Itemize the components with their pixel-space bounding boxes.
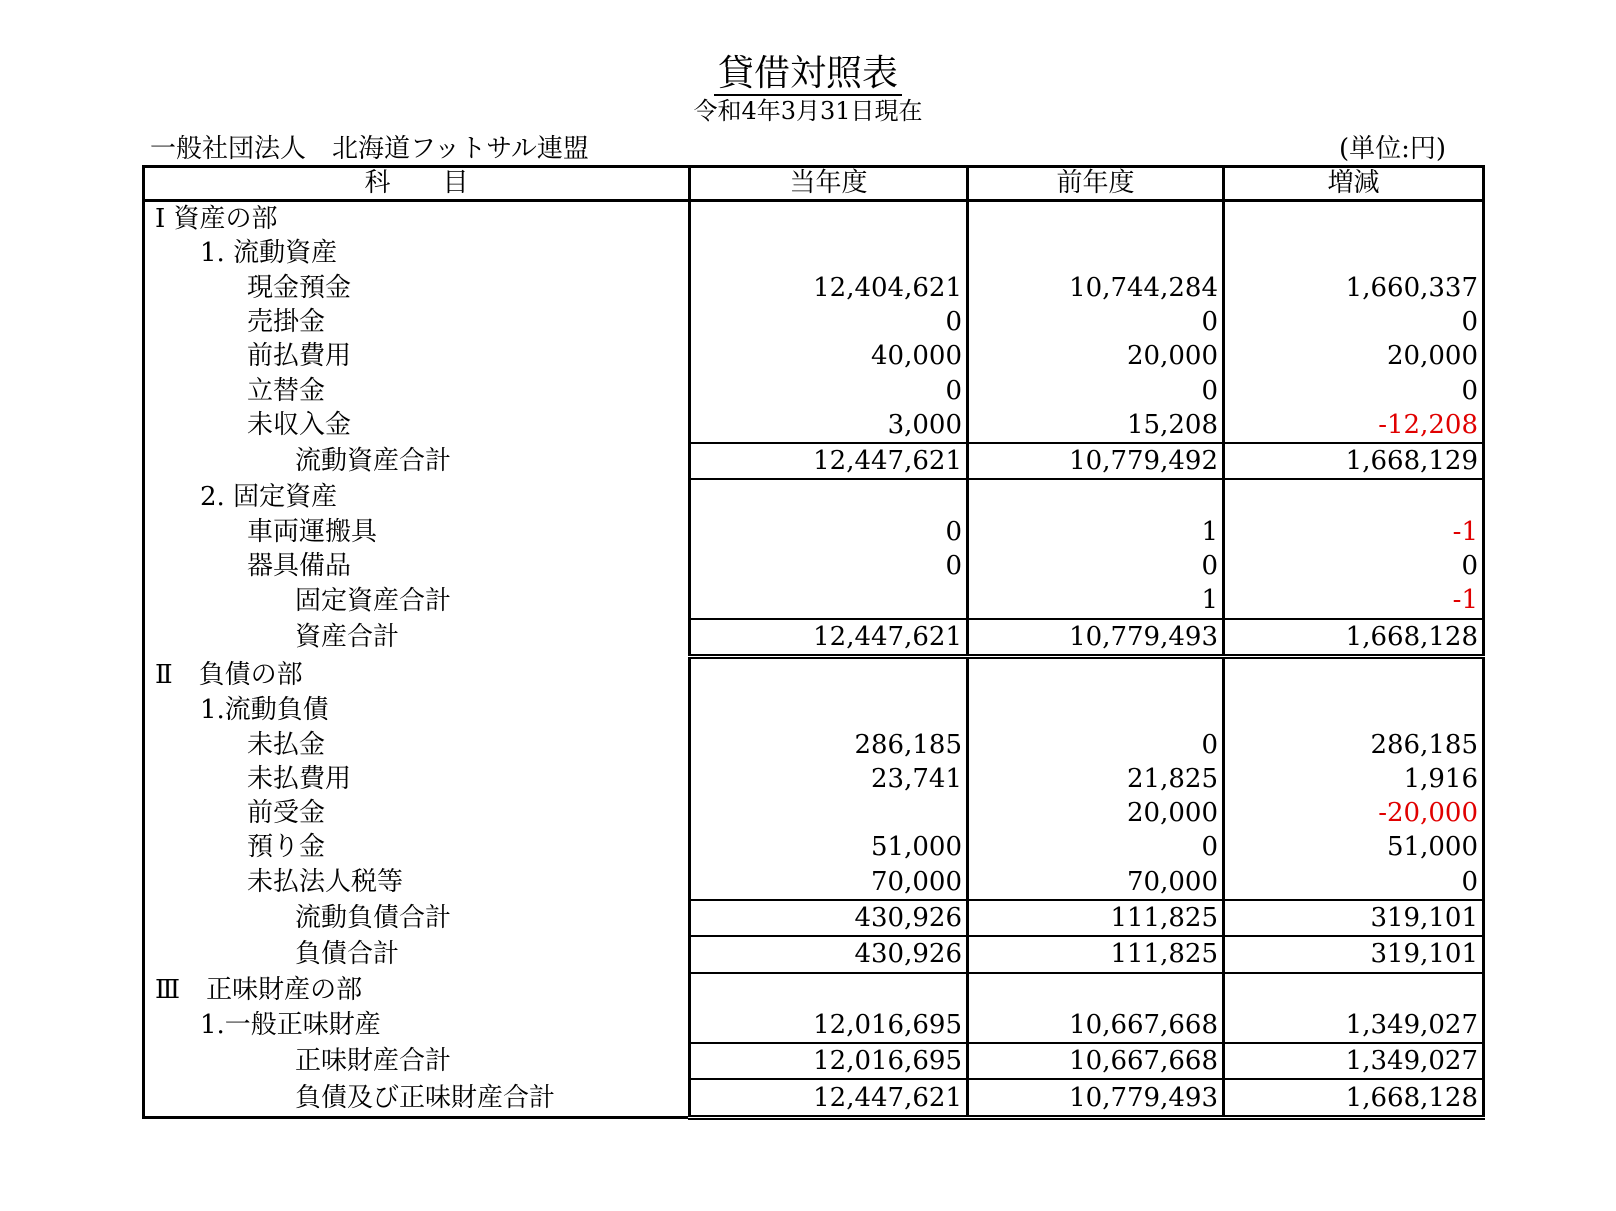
row-label: 預り金 — [144, 830, 690, 864]
table-row — [144, 1079, 1484, 1117]
previous-year-value: 10,667,668 — [968, 1043, 1224, 1079]
row-label: 前払費用 — [144, 339, 690, 373]
previous-year-value: 10,667,668 — [968, 1008, 1224, 1043]
previous-year-value: 10,779,492 — [968, 443, 1224, 479]
row-label: 流動負債合計 — [144, 900, 690, 936]
current-year-value: 430,926 — [690, 900, 968, 936]
table-row — [144, 201, 1484, 237]
previous-year-value: 70,000 — [968, 865, 1224, 900]
row-label: 固定資産合計 — [144, 583, 690, 618]
previous-year-value: 0 — [968, 305, 1224, 339]
table-row — [144, 900, 1484, 936]
table-row — [144, 1008, 1484, 1043]
table-row — [144, 443, 1484, 479]
previous-year-value: 0 — [968, 727, 1224, 761]
header-row — [144, 167, 1484, 201]
current-year-value — [690, 583, 968, 618]
table-row — [144, 693, 1484, 727]
current-year-value: 40,000 — [690, 339, 968, 373]
current-year-value: 0 — [690, 549, 968, 583]
change-value — [1224, 693, 1484, 727]
previous-year-value — [968, 656, 1224, 693]
row-label: 1.一般正味財産 — [144, 1008, 690, 1043]
row-label: Ⅰ 資産の部 — [144, 201, 690, 237]
current-year-value — [690, 796, 968, 830]
current-year-value — [690, 973, 968, 1008]
previous-year-value: 15,208 — [968, 408, 1224, 443]
change-value: 1,916 — [1403, 763, 1478, 794]
current-year-value — [690, 236, 968, 270]
change-value: 0 — [1461, 866, 1478, 897]
previous-year-value: 1 — [968, 515, 1224, 549]
row-label: 1. 流動資産 — [144, 236, 690, 270]
document-date: 令和4年3月31日現在 — [693, 97, 923, 125]
change-value: 0 — [1461, 307, 1478, 338]
current-year-value — [690, 656, 968, 693]
previous-year-value: 20,000 — [968, 796, 1224, 830]
current-year-value: 12,404,621 — [690, 271, 968, 305]
current-year-value: 70,000 — [690, 865, 968, 900]
table-row — [144, 305, 1484, 339]
row-label: 正味財産合計 — [144, 1043, 690, 1079]
organization-name: 一般社団法人 北海道フットサル連盟 — [150, 134, 589, 164]
current-year-value: 51,000 — [690, 830, 968, 864]
change-value: -1 — [1452, 516, 1478, 547]
row-label: 未払法人税等 — [144, 865, 690, 900]
table-row — [144, 936, 1484, 972]
previous-year-value: 10,779,493 — [968, 1079, 1224, 1117]
change-value: 1,349,027 — [1345, 1009, 1478, 1040]
table-row — [144, 656, 1484, 693]
previous-year-value: 10,744,284 — [968, 271, 1224, 305]
previous-year-value: 21,825 — [968, 762, 1224, 796]
document-title: 貸借対照表 — [0, 52, 1616, 96]
table-row — [144, 796, 1484, 830]
balance-sheet-table — [142, 165, 1485, 1120]
change-value: 1,660,337 — [1345, 272, 1478, 303]
previous-year-value: 111,825 — [968, 936, 1224, 972]
table-row — [144, 830, 1484, 864]
table-row — [144, 408, 1484, 443]
row-label: 立替金 — [144, 373, 690, 407]
change-value: 286,185 — [1370, 729, 1478, 760]
previous-year-value: 0 — [968, 373, 1224, 407]
table-row — [144, 583, 1484, 618]
change-value: 20,000 — [1387, 341, 1478, 372]
row-label: 2. 固定資産 — [144, 479, 690, 514]
row-label: Ⅱ 負債の部 — [144, 656, 690, 693]
change-value: -12,208 — [1378, 409, 1478, 440]
header-current-year: 当年度 — [690, 167, 968, 201]
change-value: 319,101 — [1224, 900, 1484, 936]
header-change: 増減 — [1224, 167, 1484, 201]
change-value: 0 — [1461, 375, 1478, 406]
row-label: Ⅲ 正味財産の部 — [144, 973, 690, 1008]
previous-year-value — [968, 236, 1224, 270]
previous-year-value: 0 — [968, 830, 1224, 864]
header-account: 科 目 — [144, 167, 690, 201]
change-value: -20,000 — [1378, 798, 1478, 829]
previous-year-value: 10,779,493 — [968, 619, 1224, 657]
change-value — [1224, 479, 1484, 514]
table-row — [144, 619, 1484, 657]
row-label: 資産合計 — [144, 619, 690, 657]
table-row — [144, 271, 1484, 305]
table-row — [144, 236, 1484, 270]
current-year-value — [690, 693, 968, 727]
table-row — [144, 865, 1484, 900]
row-label: 未払費用 — [144, 762, 690, 796]
row-label: 売掛金 — [144, 305, 690, 339]
row-label: 負債及び正味財産合計 — [144, 1079, 690, 1117]
current-year-value — [690, 479, 968, 514]
change-value — [1224, 656, 1484, 693]
previous-year-value: 0 — [968, 549, 1224, 583]
current-year-value: 0 — [690, 515, 968, 549]
table-row — [144, 549, 1484, 583]
change-value — [1224, 973, 1484, 1008]
table-row — [144, 339, 1484, 373]
change-value: 1,668,128 — [1224, 619, 1484, 657]
table-row — [144, 373, 1484, 407]
table-row — [144, 1043, 1484, 1079]
change-value: 51,000 — [1387, 832, 1478, 863]
row-label: 未払金 — [144, 727, 690, 761]
row-label: 負債合計 — [144, 936, 690, 972]
current-year-value — [690, 201, 968, 237]
row-label: 前受金 — [144, 796, 690, 830]
table-row — [144, 479, 1484, 514]
current-year-value: 12,447,621 — [690, 619, 968, 657]
current-year-value: 286,185 — [690, 727, 968, 761]
change-value: -1 — [1452, 585, 1478, 616]
change-value: 1,668,128 — [1224, 1079, 1484, 1117]
change-value: 1,668,129 — [1224, 443, 1484, 479]
table-row — [144, 762, 1484, 796]
previous-year-value: 111,825 — [968, 900, 1224, 936]
row-label: 流動資産合計 — [144, 443, 690, 479]
row-label: 現金預金 — [144, 271, 690, 305]
previous-year-value — [968, 201, 1224, 237]
table-row — [144, 515, 1484, 549]
current-year-value: 0 — [690, 373, 968, 407]
previous-year-value — [968, 973, 1224, 1008]
previous-year-value: 20,000 — [968, 339, 1224, 373]
table-row — [144, 727, 1484, 761]
change-value — [1224, 201, 1484, 237]
previous-year-value — [968, 693, 1224, 727]
current-year-value: 0 — [690, 305, 968, 339]
row-label: 未収入金 — [144, 408, 690, 443]
change-value: 0 — [1461, 551, 1478, 582]
row-label: 器具備品 — [144, 549, 690, 583]
current-year-value: 12,447,621 — [690, 443, 968, 479]
current-year-value: 12,016,695 — [690, 1043, 968, 1079]
change-value: 319,101 — [1224, 936, 1484, 972]
row-label: 1.流動負債 — [144, 693, 690, 727]
previous-year-value — [968, 479, 1224, 514]
current-year-value: 23,741 — [690, 762, 968, 796]
header-previous-year: 前年度 — [968, 167, 1224, 201]
change-value — [1224, 236, 1484, 270]
row-label: 車両運搬具 — [144, 515, 690, 549]
current-year-value: 12,447,621 — [690, 1079, 968, 1117]
previous-year-value: 1 — [968, 583, 1224, 618]
table-row — [144, 973, 1484, 1008]
current-year-value: 12,016,695 — [690, 1008, 968, 1043]
unit-label: (単位:円) — [1338, 134, 1446, 164]
current-year-value: 430,926 — [690, 936, 968, 972]
change-value: 1,349,027 — [1224, 1043, 1484, 1079]
current-year-value: 3,000 — [690, 408, 968, 443]
